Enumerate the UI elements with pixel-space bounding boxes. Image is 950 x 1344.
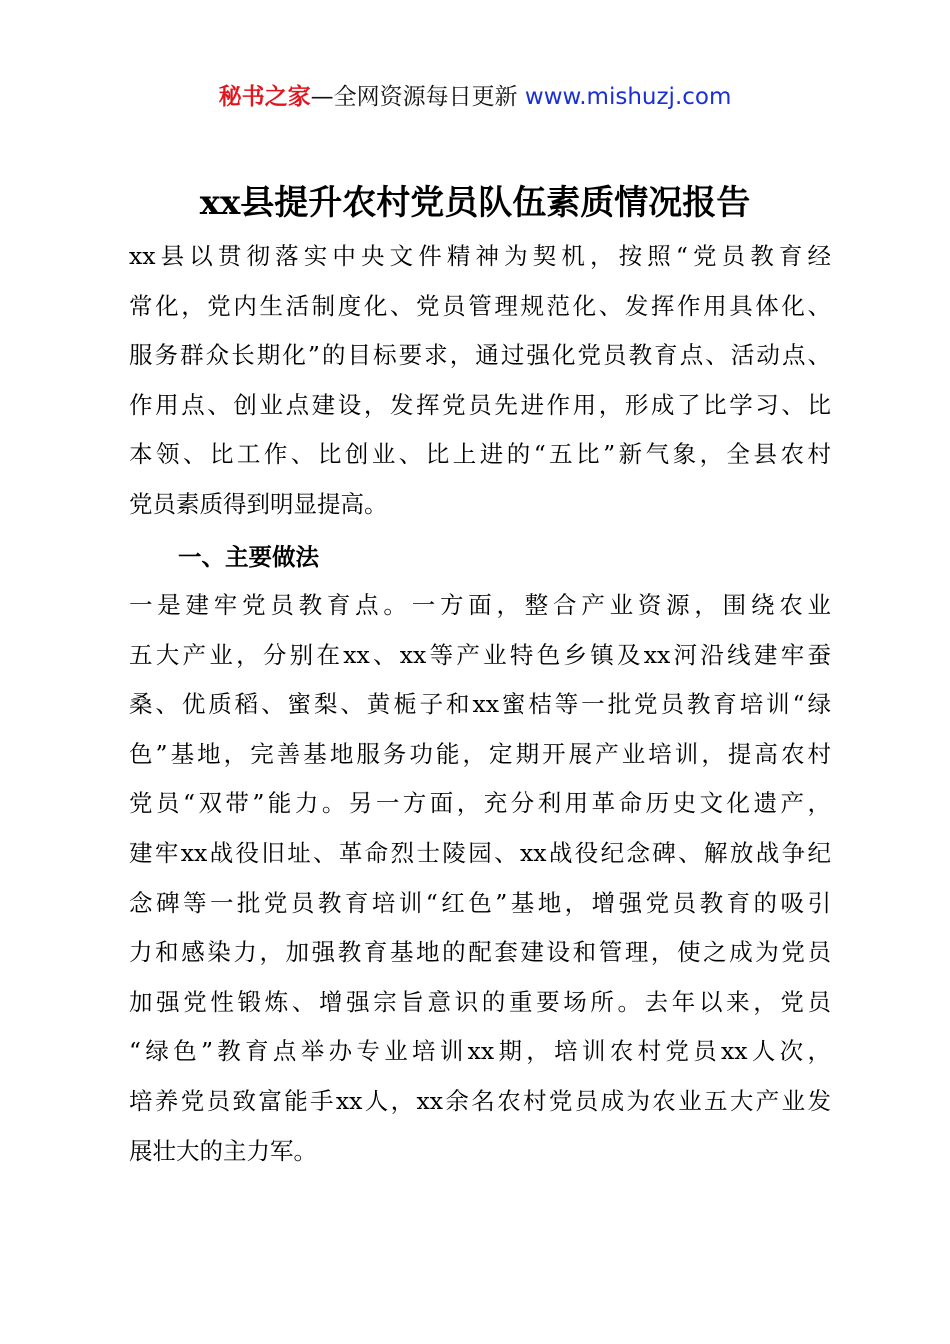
paragraph-line: 本领、比工作、比创业、比上进的“五比”新气象，全县农村 [129, 440, 831, 469]
paragraph-line: 展壮大的主力军。 [129, 1136, 317, 1165]
paragraph-line: “绿色”教育点举办专业培训xx期，培训农村党员xx人次， [129, 1037, 831, 1066]
site-url: www.mishuzj.com [524, 84, 732, 110]
paragraph-line: 色”基地，完善基地服务功能，定期开展产业培训，提高农村 [129, 739, 831, 768]
paragraph-line: 服务群众长期化”的目标要求，通过强化党员教育点、活动点、 [129, 341, 831, 370]
paragraph-line: 常化，党内生活制度化、党员管理规范化、发挥作用具体化、 [129, 291, 831, 320]
paragraph-line: 念碑等一批党员教育培训“红色”基地，增强党员教育的吸引 [129, 888, 831, 917]
paragraph-line: 作用点、创业点建设，发挥党员先进作用，形成了比学习、比 [129, 390, 831, 419]
paragraph-line: 建牢xx战役旧址、革命烈士陵园、xx战役纪念碑、解放战争纪 [129, 838, 831, 867]
document-title: xx县提升农村党员队伍素质情况报告 [199, 183, 751, 223]
paragraph-line: 加强党性锻炼、增强宗旨意识的重要场所。去年以来，党员 [129, 987, 831, 1016]
paragraph-line: 力和感染力，加强教育基地的配套建设和管理，使之成为党员 [129, 938, 831, 967]
site-brand: 秘书之家 [218, 84, 311, 110]
paragraph-education-points [129, 581, 831, 1176]
paragraph-line: 培养党员致富能手xx人，xx余名农村党员成为农业五大产业发 [129, 1086, 831, 1115]
paragraph-line: xx县以贯彻落实中央文件精神为契机，按照“党员教育经 [129, 242, 831, 270]
paragraph-intro [129, 232, 831, 530]
section-heading: 一、主要做法 [178, 543, 319, 571]
site-header [0, 80, 950, 114]
paragraph-line: 一是建牢党员教育点。一方面，整合产业资源，围绕农业 [129, 591, 831, 619]
site-slogan: —全网资源每日更新 [310, 84, 525, 110]
paragraph-line: 五大产业，分别在xx、xx等产业特色乡镇及xx河沿线建牢蚕 [129, 640, 831, 669]
paragraph-line: 党员素质得到明显提高。 [129, 489, 388, 518]
paragraph-line: 桑、优质稻、蜜梨、黄栀子和xx蜜桔等一批党员教育培训“绿 [129, 690, 831, 719]
paragraph-line: 党员“双带”能力。另一方面，充分利用革命历史文化遗产， [129, 789, 831, 818]
